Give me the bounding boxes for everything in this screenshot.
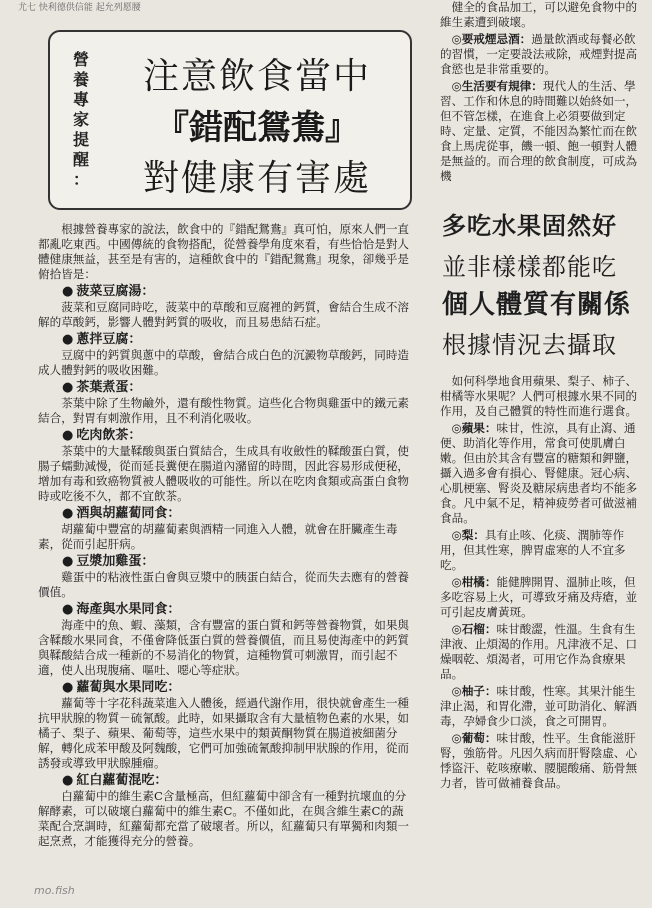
fruit-text: 具有止咳、化痰、潤肺等作用，但其性寒，脾胃虛寒的人不宜多吃。 — [440, 528, 626, 572]
fruit-item — [440, 528, 644, 573]
section-head: 酒與胡蘿蔔同食： — [76, 506, 181, 521]
fruit-intro: 如何科學地食用蘋果、梨子、柿子、柑橘等水果呢？人們可根據水果不同的作用，及自己體質的特性而進行選食。 — [440, 374, 638, 418]
right-keyword: ◎生活要有規律： — [451, 79, 543, 93]
bullet-icon: ● — [62, 773, 74, 788]
fruit-article — [440, 374, 644, 793]
headline-line-2: 『錯配鴛鴦』 — [155, 108, 359, 148]
section — [38, 680, 410, 771]
fruit-text: 味甘，性涼，具有止瀉、通便、助消化等作用，常食可使肌膚白嫩。但由於其含有豐富的糖類和鉀鹽，攝入過多會有損心、腎健康。冠心病、心肌梗塞、腎炎及糖尿病患者均不能多食。凡中氣不足，精神疲勞者可做滋補食品。 — [440, 421, 638, 525]
bullet-icon: ● — [62, 284, 74, 299]
section-text: 蘿蔔等十字花科蔬菜進入人體後，經過代謝作用，很快就會產生一種抗甲狀腺的物質－硫氰酸。此時，如果攝取含有大量植物色素的水果，如橘子、梨子、蘋果、葡萄等，這些水果中的類黃酮物質在腸道被細菌分解，轉化成苯甲酸及阿魏酸，它們可加強硫氰酸抑制甲狀腺的作用，從而誘發或導致甲狀腺腫瘤。 — [38, 696, 410, 770]
section-text: 海產中的魚、蝦、藻類，含有豐富的蛋白質和鈣等營養物質，如果與含鞣酸水果同食，不僅會降低蛋白質的營養價值，而且易使海產中的鈣質與鞣酸結合成一種新的不易消化的物質，這種物質可刺激胃，而引起不適，使人出現腹痛、嘔吐、噁心等症狀。 — [38, 618, 410, 677]
fruit-text: 能健脾開胃、溫肺止咳，但多吃容易上火，可導致牙痛及痔瘡，並可引起皮膚黃斑。 — [440, 575, 638, 619]
right-paragraph — [440, 79, 644, 184]
right-paragraph-text: 過量飲酒或每餐必飲的習慣，一定要設法戒除，戒煙對提高食慾也是非常重要的。 — [440, 32, 638, 76]
bullet-icon: ● — [62, 554, 74, 569]
right-top-text — [440, 0, 644, 186]
kicker-char: 提 — [72, 130, 89, 149]
section — [38, 284, 410, 330]
bullet-icon: ● — [62, 428, 74, 443]
kicker-char: 營 — [72, 50, 89, 69]
section-head: 蔥拌豆腐： — [76, 332, 142, 347]
fruit-name: ◎柚子： — [451, 684, 497, 698]
fruit-text: 味甘酸，性平。生食能滋肝腎，強筋骨。凡因久病而肝腎陰虛、心悸盜汗、乾咳療嗽、腰腿酸痛、筋骨無力者，皆可做補養食品。 — [440, 731, 638, 790]
section-text: 茶葉中的大量鞣酸與蛋白質結合，生成具有收斂性的鞣酸蛋白質，使腸子蠕動減慢，從而延長糞便在腸道內瀦留的時間，因此容易形成便秘，增加有毒和致癌物質被人體吸收的可能性。所以在吃肉食類或高蛋白食物時或吃後不久，都不宜飲茶。 — [38, 444, 410, 503]
fruit-name: ◎葡萄： — [451, 731, 497, 745]
section-text: 豆腐中的鈣質與蔥中的草酸，會結合成白色的沉澱物草酸鈣，同時造成人體對鈣的吸收困難。 — [38, 348, 410, 377]
intro-paragraph: 根據營養專家的說法，飲食中的『錯配鴛鴦』真可怕，原來人們一直都亂吃東西。中國傳統的食物搭配，從營養學角度來看，有些恰恰是對人體健康無益，甚至是有害的，這種飲食中的『錯配鴛鴦』現象，卻幾乎是俯拾皆是： — [38, 222, 410, 281]
kicker-label — [68, 50, 94, 190]
section — [38, 773, 410, 849]
section-head: 海產與水果同食： — [76, 602, 181, 617]
right-keyword: ◎要戒煙忌酒： — [451, 32, 532, 46]
bullet-icon: ● — [62, 380, 74, 395]
top-strip-text: 尤七 快利德供信能 起允列愿腰 — [18, 3, 141, 12]
section-head: 吃肉飲茶： — [76, 428, 142, 443]
section-text: 胡蘿蔔中豐富的胡蘿蔔素與酒精一同進入人體，就會在肝臟產生毒素，從而引起肝病。 — [38, 522, 398, 551]
section-text: 菠菜和豆腐同時吃，菠菜中的草酸和豆腐裡的鈣質，會結合生成不溶解的草酸鈣，影響人體對鈣質的吸收，而且易患結石症。 — [38, 300, 410, 329]
watermark: mo.fish — [34, 884, 75, 897]
fruit-name: ◎梨： — [451, 528, 485, 542]
fruit-item — [440, 622, 644, 682]
section-head: 菠菜豆腐湯： — [76, 284, 155, 299]
section — [38, 602, 410, 678]
right-paragraph-text: 健全的食品加工，可以避免食物中的維生素遭到破壞。 — [440, 0, 638, 29]
bullet-icon: ● — [62, 506, 74, 521]
fruit-item — [440, 421, 644, 526]
fruit-item — [440, 731, 644, 791]
left-article — [18, 20, 428, 900]
headline-line-3: 對健康有害處 — [142, 158, 371, 199]
headline-line-1: 注意飲食當中 — [142, 56, 371, 97]
kicker-char: 專 — [72, 90, 89, 109]
section — [38, 506, 410, 552]
fruit-text: 味甘酸，性寒。其果汁能生津止渴，和胃化滯，並可助消化、解酒毒，孕婦食少口淡，食之可開胃。 — [440, 684, 638, 728]
right-paragraph — [440, 32, 644, 77]
right-headline-line-3: 個人體質有關係 — [442, 290, 632, 320]
section-text: 雞蛋中的粘液性蛋白會與豆漿中的胰蛋白結合，從而失去應有的營養價值。 — [38, 570, 410, 599]
right-paragraph — [440, 0, 644, 30]
headline-box — [48, 30, 412, 210]
kicker-char: 養 — [72, 70, 89, 89]
right-column — [436, 0, 646, 908]
fruit-name: ◎石榴： — [451, 622, 497, 636]
section — [38, 428, 410, 504]
fruit-item — [440, 575, 644, 620]
section — [38, 380, 410, 426]
right-headline-line-1: 多吃水果固然好 — [442, 212, 617, 240]
section-text: 白蘿蔔中的維生素C含量極高，但紅蘿蔔中卻含有一種對抗壞血的分解酵素，可以破壞白蘿蔔中的維生素C。不僅如此，在與含維生素C的蔬菜配合烹調時，紅蘿蔔都充當了破壞者。所以，紅蘿蔔只有單獨和肉類一起烹煮，才能獲得充分的營養。 — [38, 789, 410, 848]
section — [38, 332, 410, 378]
right-headline-line-4: 根據情況去攝取 — [442, 331, 617, 359]
fruit-item — [440, 684, 644, 729]
left-body — [38, 222, 410, 851]
kicker-char: 醒 — [72, 150, 89, 169]
right-headline — [442, 206, 647, 360]
section-text: 茶葉中除了生物鹼外，還有酸性物質。這些化合物與雞蛋中的鐵元素結合，對胃有刺激作用，且不利消化吸收。 — [38, 396, 410, 425]
kicker-char: ： — [72, 170, 89, 189]
bullet-icon: ● — [62, 332, 74, 347]
kicker-char: 家 — [72, 110, 89, 129]
bullet-icon: ● — [62, 680, 74, 695]
fruit-name: ◎蘋果： — [451, 421, 497, 435]
section-head: 紅白蘿蔔混吃： — [76, 773, 168, 788]
right-headline-line-2: 並非樣樣都能吃 — [442, 253, 617, 281]
section-head: 蘿蔔與水果同吃： — [76, 680, 181, 695]
section-head: 茶葉煮蛋： — [76, 380, 142, 395]
fruit-name: ◎柑橘： — [451, 575, 497, 589]
bullet-icon: ● — [62, 602, 74, 617]
fruit-text: 味甘酸澀，性溫。生食有生津液、止煩渴的作用。凡津液不足、口燥咽乾、煩渴者，可用它作為食療果品。 — [440, 622, 638, 681]
right-paragraph-text: 現代人的生活、學習、工作和休息的時間難以始終如一，但不管怎樣，在進食上必須要做到定時、定量、定質，不能因為繁忙而在飲食上馬虎從事，饑一頓、飽一頓對人體是無益的。而合理的飲食制度，可成為機 — [440, 79, 638, 183]
section-head: 豆漿加雞蛋： — [76, 554, 155, 569]
section — [38, 554, 410, 600]
